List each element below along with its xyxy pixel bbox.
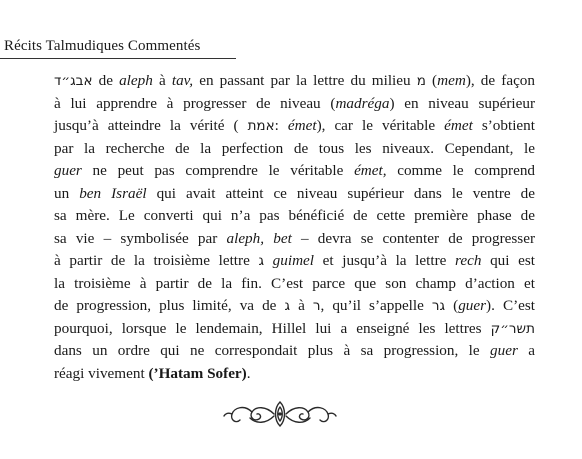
text-run: dans un ordre qui ne correspondait plus à sa progression, le <box>54 342 491 359</box>
text-run: qui avait atteint ce niveau supérieur dans le ventre de <box>146 184 535 202</box>
text-run: ) en niveau supérieur <box>389 94 535 112</box>
italic-term: émet <box>287 117 317 134</box>
text-line-2 <box>54 93 535 116</box>
text-run: de progression, plus limité, va de <box>54 297 285 314</box>
text-run <box>264 252 273 269</box>
text-line-6 <box>54 183 535 206</box>
text-run: comme le comprend <box>386 162 536 179</box>
text-run: s’obtient <box>472 117 535 134</box>
text-run: réagi vivement <box>54 364 149 382</box>
italic-term: guer <box>490 342 518 359</box>
hebrew-letter: ג <box>284 298 291 314</box>
text-line-10: la troisième à partir de la fin. C’est parce que son champ d’action et <box>54 274 535 292</box>
hebrew-letter: מ <box>416 73 426 89</box>
text-run: pourquoi, lorsque le lendemain, Hillel lui a enseigné les lettres <box>54 319 491 337</box>
text-run: en passant par la lettre du milieu <box>193 72 417 89</box>
text-run: ( <box>445 297 459 314</box>
italic-term: guer <box>54 162 82 179</box>
hebrew-word: גר <box>431 298 446 314</box>
text-line-9 <box>54 250 535 273</box>
hebrew-word: אבג״ד <box>54 73 93 89</box>
text-line-7: sa mère. Le converti qui n’a pas bénéficié de cette première phase de <box>54 207 535 224</box>
running-head-title: Récits Talmudiques Commentés <box>4 38 201 54</box>
text-run: à partir de la troisième lettre <box>54 252 259 269</box>
text-run: ne peut pas comprendre le véritable <box>81 162 355 179</box>
italic-term: guimel <box>272 252 315 269</box>
text-run: ), de façon <box>465 72 535 89</box>
hebrew-letter: ג <box>258 253 265 269</box>
text-run: à <box>290 297 313 314</box>
hebrew-letter: ר <box>312 298 321 314</box>
text-line-4: par la recherche de la perfection de tous les niveaux. Cependant, le <box>54 139 535 157</box>
text-run: et jusqu’à la lettre <box>314 252 456 269</box>
text-run: à <box>152 72 172 89</box>
italic-term: émet, <box>354 162 387 179</box>
italic-term: madréga <box>335 94 390 112</box>
text-run: un <box>54 184 80 202</box>
text-line-13 <box>54 340 535 363</box>
italic-term: aleph <box>119 72 153 89</box>
hebrew-word: תשר״ק <box>490 320 535 337</box>
text-run: jusqu’à atteindre la vérité ( <box>54 117 248 134</box>
text-run: . <box>246 364 251 382</box>
italic-term: rech <box>455 252 482 269</box>
italic-term: tav, <box>171 72 194 89</box>
text-line-3 <box>54 115 535 138</box>
text-line-1 <box>54 70 535 93</box>
text-line-8 <box>54 228 535 251</box>
text-run: : <box>274 117 288 134</box>
source-citation: (’Hatam Sofer) <box>148 364 247 382</box>
text-run: a <box>517 342 535 359</box>
text-run: ( <box>425 72 438 89</box>
text-run: ). C’est <box>486 297 535 314</box>
text-run: sa vie – symbolisée par <box>54 229 227 247</box>
text-line-14 <box>54 363 535 386</box>
text-run: , qu’il s’appelle <box>320 297 432 314</box>
body-paragraph <box>54 70 535 385</box>
italic-term: guer <box>458 297 487 314</box>
text-run: – devra se contenter de progresser <box>291 229 536 247</box>
italic-term: mem <box>437 72 466 89</box>
text-line-5 <box>54 160 535 183</box>
italic-term: aleph, bet <box>226 229 292 247</box>
header-rule <box>0 58 236 59</box>
text-run: qui est <box>481 252 535 269</box>
text-line-11 <box>54 295 535 318</box>
text-line-12 <box>54 318 535 341</box>
italic-term: émet <box>444 117 473 134</box>
text-run: ), car le véritable <box>316 117 445 134</box>
hebrew-word: אמת <box>247 118 275 134</box>
italic-term: ben Israël <box>79 184 147 202</box>
flourish-ornament-icon <box>222 396 338 432</box>
text-run: à lui apprendre à progresser de niveau ( <box>54 94 336 112</box>
text-run: de <box>92 72 120 89</box>
